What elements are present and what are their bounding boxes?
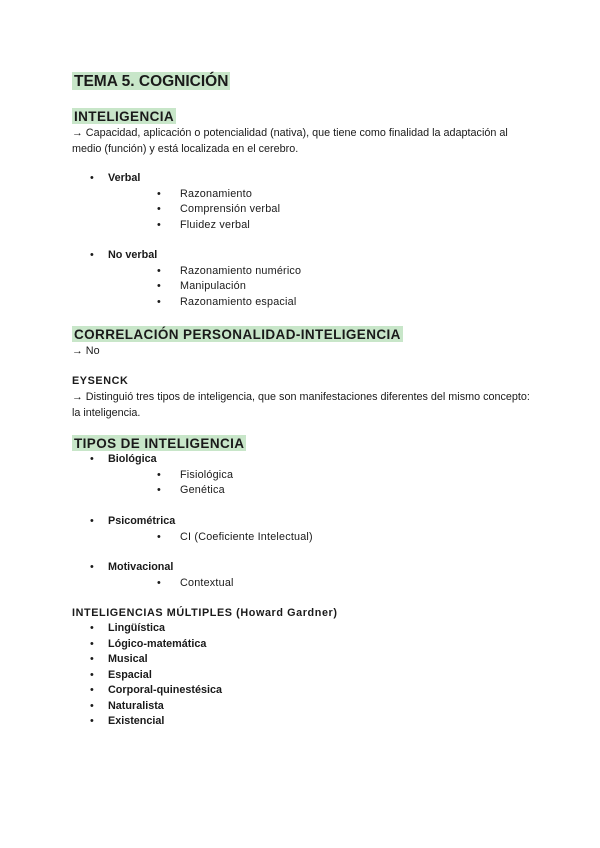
heading-multiples: INTELIGENCIAS MÚLTIPLES (Howard Gardner) bbox=[72, 607, 338, 619]
list-item: • CI (Coeficiente Intelectual) bbox=[108, 530, 313, 546]
list-item: • Lingüística bbox=[72, 621, 222, 637]
list-item-motivacional: • Motivacional • Contextual bbox=[72, 560, 234, 591]
list-item-verbal: • Verbal • Razonamiento • Comprensión verbal • Fluidez verbal bbox=[72, 171, 280, 233]
eysenck-text: → Distinguió tres tipos de inteligencia, que son manifestaciones diferentes del mismo concepto: la inteligencia. bbox=[72, 391, 530, 419]
page-title: TEMA 5. COGNICIÓN bbox=[74, 73, 229, 90]
inteligencia-no-verbal-list bbox=[72, 248, 301, 310]
inteligencia-verbal-list bbox=[72, 171, 280, 233]
list-item: • Espacial bbox=[72, 668, 222, 684]
list-item: • Fluidez verbal bbox=[108, 218, 280, 234]
tipos-motivacional-list bbox=[72, 560, 234, 591]
list-item: • Razonamiento numérico bbox=[108, 264, 301, 280]
list-item-no-verbal: • No verbal • Razonamiento numérico • Manipulación • Razonamiento espacial bbox=[72, 248, 301, 310]
multiples-list bbox=[72, 621, 222, 730]
heading-inteligencia: INTELIGENCIA bbox=[74, 109, 175, 124]
list-item: • Lógico-matemática bbox=[72, 637, 222, 653]
list-item-biologica: • Biológica • Fisiológica • Genética bbox=[72, 452, 233, 499]
list-item: • Fisiológica bbox=[108, 468, 233, 484]
list-item: • Corporal-quinestésica bbox=[72, 683, 222, 699]
list-item-psicometrica: • Psicométrica • CI (Coeficiente Intelectual) bbox=[72, 514, 313, 545]
correlacion-answer: → No bbox=[72, 345, 100, 357]
tipos-psicometrica-list bbox=[72, 514, 313, 545]
list-item: • Razonamiento bbox=[108, 187, 280, 203]
inteligencia-definition: → Capacidad, aplicación o potencialidad (nativa), que tiene como finalidad la adaptación al medio (función) y está localizada en el cerebro. bbox=[72, 127, 508, 155]
heading-correlacion: CORRELACIÓN PERSONALIDAD-INTELIGENCIA bbox=[74, 327, 401, 342]
list-item: • Genética bbox=[108, 483, 233, 499]
heading-tipos: TIPOS DE INTELIGENCIA bbox=[74, 436, 245, 451]
list-item: • Manipulación bbox=[108, 279, 301, 295]
list-item: • Naturalista bbox=[72, 699, 222, 715]
list-item: • Musical bbox=[72, 652, 222, 668]
list-item: • Razonamiento espacial bbox=[108, 295, 301, 311]
heading-eysenck: EYSENCK bbox=[72, 375, 129, 387]
list-item: • Existencial bbox=[72, 714, 222, 730]
list-item: • Contextual bbox=[108, 576, 234, 592]
list-item: • Comprensión verbal bbox=[108, 202, 280, 218]
tipos-biologica-list bbox=[72, 452, 233, 499]
